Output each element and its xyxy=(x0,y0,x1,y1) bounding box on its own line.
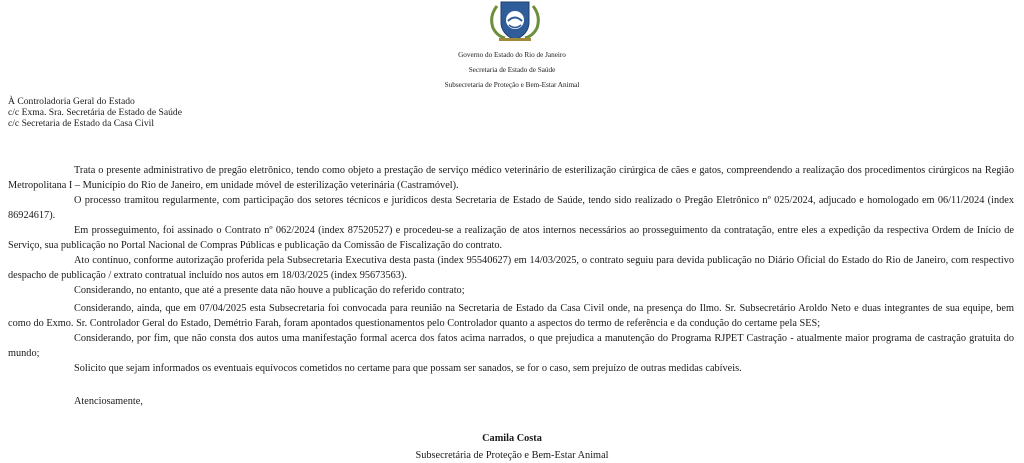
addressee-line: c/c Secretaria de Estado da Casa Civil xyxy=(8,118,154,129)
body-paragraph: Solicito que sejam informados os eventuais equívocos cometidos no certame para que possam ser sanados, se for o caso, sem prejuízo de outras medidas cabíveis. xyxy=(74,363,742,374)
state-coat-of-arms-icon xyxy=(485,0,545,42)
body-paragraph: O processo tramitou regularmente, com participação dos setores técnicos e jurídicos desta Secretaria de Estado de Saúde, tendo sido realizado o Pregão Eletrônico nº 025/2024, adjucado e homologado em 06/11/2024 (index 86924617). xyxy=(8,195,1014,221)
body-paragraph: Em prosseguimento, foi assinado o Contrato nº 062/2024 (index 87520527) e procedeu-se a realização de atos internos necessários ao prosseguimento da contratação, entre eles a expedição da respectiva Ordem de Início de Serviço, sua publicação no Portal Nacional de Compras Públicas e publicação da Comissão de Fiscalização do contrato. xyxy=(8,225,1014,251)
signatory-role: Subsecretária de Proteção e Bem-Estar Animal xyxy=(415,450,609,461)
header-secretariat: Secretaria de Estado de Saúde xyxy=(468,66,556,74)
body-paragraph: Trata o presente administrativo de pregão eletrônico, tendo como objeto a prestação de serviço médico veterinário de esterilização cirúrgica de cães e gatos, compreendendo a realização dos procedimentos cirúrgicos na Região Metropolitana I – Município do Rio de Janeiro, em unidade móvel de esterilização veterinária (Castramóvel). xyxy=(8,165,1014,191)
body-paragraph: Ato contínuo, conforme autorização proferida pela Subsecretaria Executiva desta pasta (index 95540627) em 14/03/2025, o contrato seguiu para devida publicação no Diário Oficial do Estado do Rio de Janeiro, com respectivo despacho de publicação / extrato contratual incluído nos autos em 18/03/2025 (index 95673563). xyxy=(8,255,1014,281)
body-paragraph: Considerando, por fim, que não consta dos autos uma manifestação formal acerca dos fatos acima narrados, o que prejudica a manutenção do Programa RJPET Castração - atualmente maior programa de castração gratuita do mundo; xyxy=(8,333,1014,359)
addressee-line: À Controladoria Geral do Estado xyxy=(8,96,135,107)
closing-salutation: Atenciosamente, xyxy=(74,396,143,407)
header-subsecretariat: Subsecretaria de Proteção e Bem-Estar Animal xyxy=(444,81,580,89)
addressee-line: c/c Exma. Sra. Secretária de Estado de Saúde xyxy=(8,107,182,118)
body-paragraph: Considerando, no entanto, que até a presente data não houve a publicação do referido contrato; xyxy=(74,285,465,296)
header-government: Governo do Estado do Rio de Janeiro xyxy=(458,51,566,59)
signatory-name: Camila Costa xyxy=(482,433,542,444)
body-paragraph: Considerando, ainda, que em 07/04/2025 esta Subsecretaria foi convocada para reunião na Secretaria de Estado da Casa Civil onde, na presença do Ilmo. Sr. Subsecretário Aroldo Neto e duas integrantes de sua equipe, bem como do Exmo. Sr. Controlador Geral do Estado, Demétrio Farah, foram apontados questionamentos pelo Controlador quanto a aspectos do termo de referência e da condução do certame pela SES; xyxy=(8,303,1014,329)
